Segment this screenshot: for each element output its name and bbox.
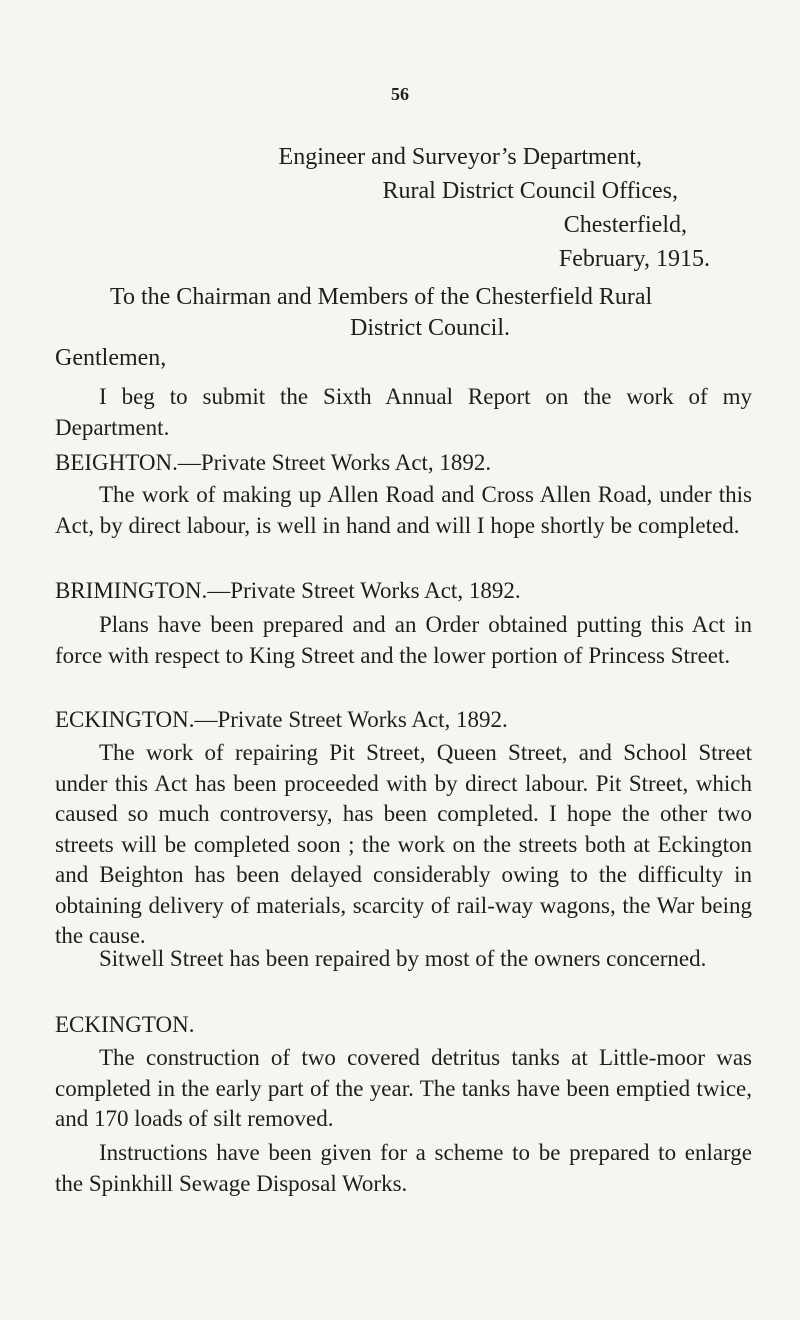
section-paragraph-eckington-repairs: The work of repairing Pit Street, Queen Street, and School Street under this Act has been proceeded with by direct labour. Pit Street, which caused so much controversy, has been completed. I hope the other two streets will be completed soon ; the work on the streets both at Eckington and Beighton has been delayed considerably owing to the difficulty in obtaining delivery of materials, scarcity of rail-way wagons, the War being the cause. — [55, 740, 752, 948]
addressee-line-1: To the Chairman and Members of the Chesterfield Rural — [110, 284, 653, 310]
address-line-date: February, 1915. — [558, 246, 710, 272]
section-heading-brimington: BRIMINGTON.—Private Street Works Act, 1892. — [55, 578, 521, 603]
section-paragraph-detritus-tanks: The construction of two covered detritus tanks at Little-moor was completed in the early part of the year. The tanks have been emptied twice, and 170 loads of silt removed. — [55, 1045, 752, 1131]
section-paragraph-brimington: Plans have been prepared and an Order obtained putting this Act in force with respect to King Street and the lower portion of Princess Street. — [55, 612, 752, 668]
section-paragraph-spinkhill: Instructions have been given for a scheme to be prepared to enlarge the Spinkhill Sewage Disposal Works. — [55, 1140, 752, 1196]
section-heading-eckington: ECKINGTON. — [55, 1012, 195, 1037]
addressee-line-2: District Council. — [350, 315, 510, 341]
address-line-offices: Rural District Council Offices, — [382, 178, 678, 204]
page-number: 56 — [391, 84, 409, 104]
section-paragraph-sitwell-street: Sitwell Street has been repaired by most of the owners concerned. — [99, 946, 707, 971]
section-heading-eckington-street-works: ECKINGTON.—Private Street Works Act, 1892. — [55, 707, 508, 732]
address-line-department: Engineer and Surveyor’s Department, — [278, 144, 642, 170]
address-line-town: Chesterfield, — [563, 212, 687, 238]
section-paragraph-beighton: The work of making up Allen Road and Cross Allen Road, under this Act, by direct labour, is well in hand and will I hope shortly be completed. — [55, 482, 752, 538]
intro-paragraph: I beg to submit the Sixth Annual Report on the work of my Department. — [55, 384, 752, 440]
section-heading-beighton: BEIGHTON.—Private Street Works Act, 1892. — [55, 450, 492, 475]
greeting: Gentlemen, — [55, 345, 167, 371]
